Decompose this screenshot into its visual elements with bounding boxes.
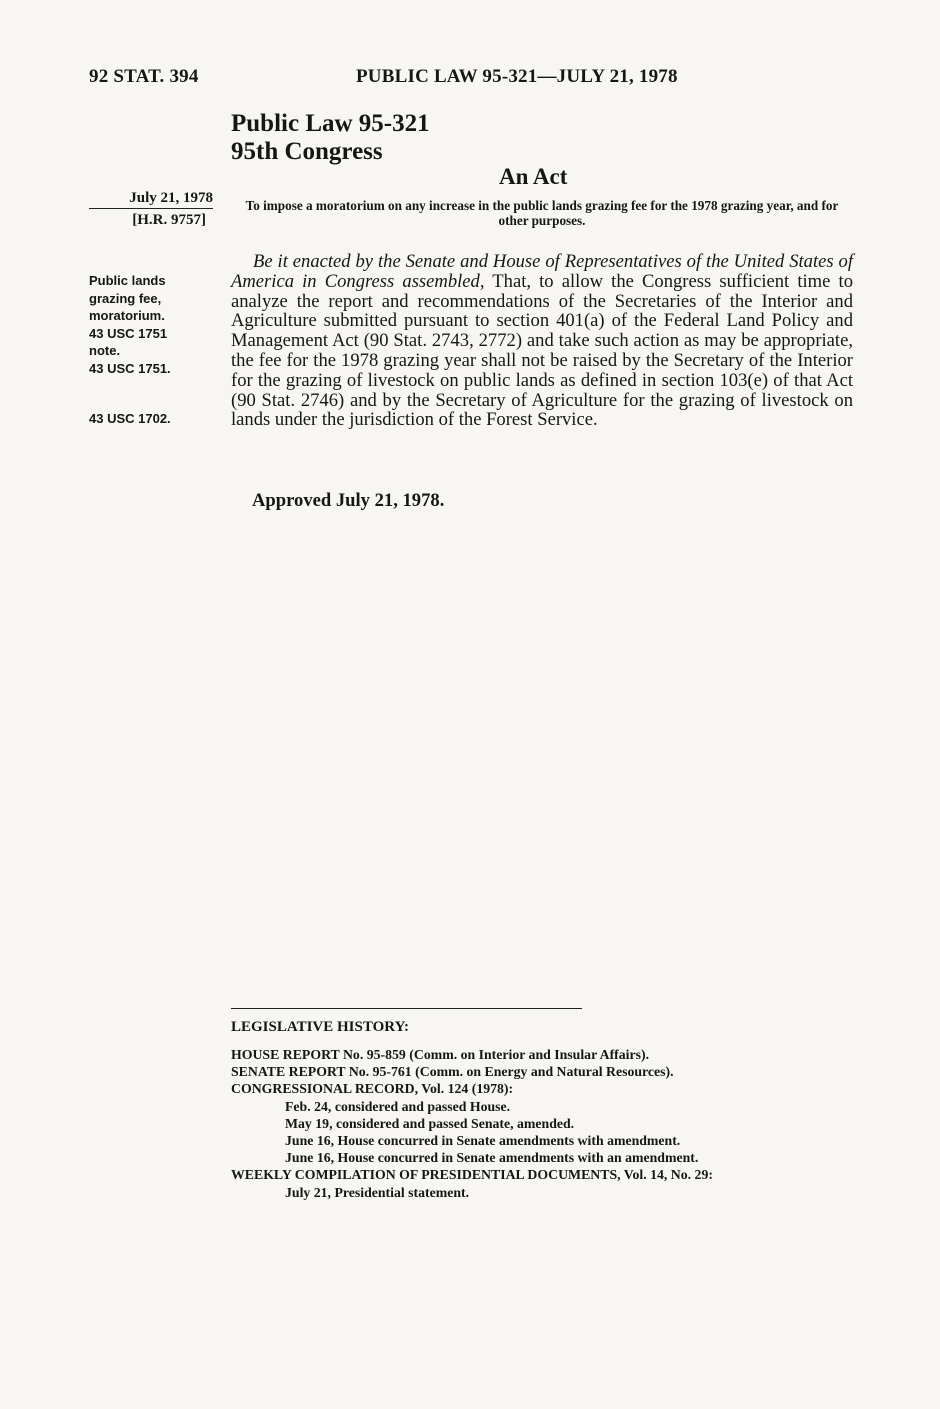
running-title: PUBLIC LAW 95-321—JULY 21, 1978 bbox=[356, 66, 678, 87]
margin-note-line: note. bbox=[89, 343, 121, 358]
legislative-history-entry: June 16, House concurred in Senate amendments with an amendment. bbox=[285, 1150, 699, 1166]
margin-date: July 21, 1978 bbox=[89, 190, 213, 209]
legislative-history-entry: HOUSE REPORT No. 95-859 (Comm. on Interior and Insular Affairs). bbox=[231, 1047, 650, 1062]
act-body-text: , That, to allow the Congress sufficient time to analyze the report and recommendations of the Secretaries of the Interior and Agriculture submitted pursuant to section 401(a) of the Federal Land Policy and Management Act (90 Stat. 2743, 2772) and take such action as may be appropriate, the fee for the 1978 grazing year shall not be raised by the Secretary of the Interior for the grazing of livestock on public lands as defined in section 103(e) of that Act (90 Stat. 2746) and by the Secretary of Agriculture for the grazing of livestock on lands under the jurisdiction of the Forest Service. bbox=[231, 270, 853, 431]
margin-note-line: grazing fee, bbox=[89, 290, 162, 306]
law-number: Public Law 95-321 bbox=[231, 110, 430, 137]
margin-note-citation: 43 USC 1702. bbox=[89, 411, 171, 426]
legislative-history-entry: CONGRESSIONAL RECORD, Vol. 124 (1978): bbox=[231, 1081, 514, 1097]
act-body bbox=[231, 252, 853, 430]
divider-rule bbox=[231, 1008, 582, 1009]
congress-label: 95th Congress bbox=[231, 138, 383, 165]
margin-bill-number: [H.R. 9757] bbox=[132, 212, 206, 228]
approval-line: Approved July 21, 1978. bbox=[252, 490, 445, 511]
legislative-history-entry: July 21, Presidential statement. bbox=[285, 1184, 470, 1200]
legislative-history-list bbox=[231, 1046, 871, 1201]
legislative-history-entry: Feb. 24, considered and passed House. bbox=[285, 1098, 511, 1114]
enacting-clause: Be it enacted by the Senate and House of Representatives of the United States of America in Congress assembled bbox=[231, 251, 853, 292]
act-purpose: To impose a moratorium on any increase in the public lands grazing fee for the 1978 grazing year, and for other purposes. bbox=[245, 198, 839, 228]
margin-note-line: 43 USC 1751. bbox=[89, 360, 171, 376]
legislative-history-entry: May 19, considered and passed Senate, amended. bbox=[285, 1115, 575, 1131]
legislative-history-entry: WEEKLY COMPILATION OF PRESIDENTIAL DOCUMENTS, Vol. 14, No. 29: bbox=[231, 1167, 713, 1183]
margin-note-line: Public lands bbox=[89, 273, 166, 288]
act-heading: An Act bbox=[499, 164, 568, 189]
margin-note-line: 43 USC 1751 bbox=[89, 325, 168, 341]
margin-note-subject bbox=[89, 272, 219, 377]
legislative-history-entry: SENATE REPORT No. 95-761 (Comm. on Energy and Natural Resources). bbox=[231, 1064, 674, 1080]
legislative-history-heading: LEGISLATIVE HISTORY: bbox=[231, 1019, 410, 1035]
legislative-history-entry: June 16, House concurred in Senate amendments with amendment. bbox=[285, 1133, 681, 1149]
margin-note-line: moratorium. bbox=[89, 308, 165, 323]
page-reference: 92 STAT. 394 bbox=[89, 66, 199, 87]
